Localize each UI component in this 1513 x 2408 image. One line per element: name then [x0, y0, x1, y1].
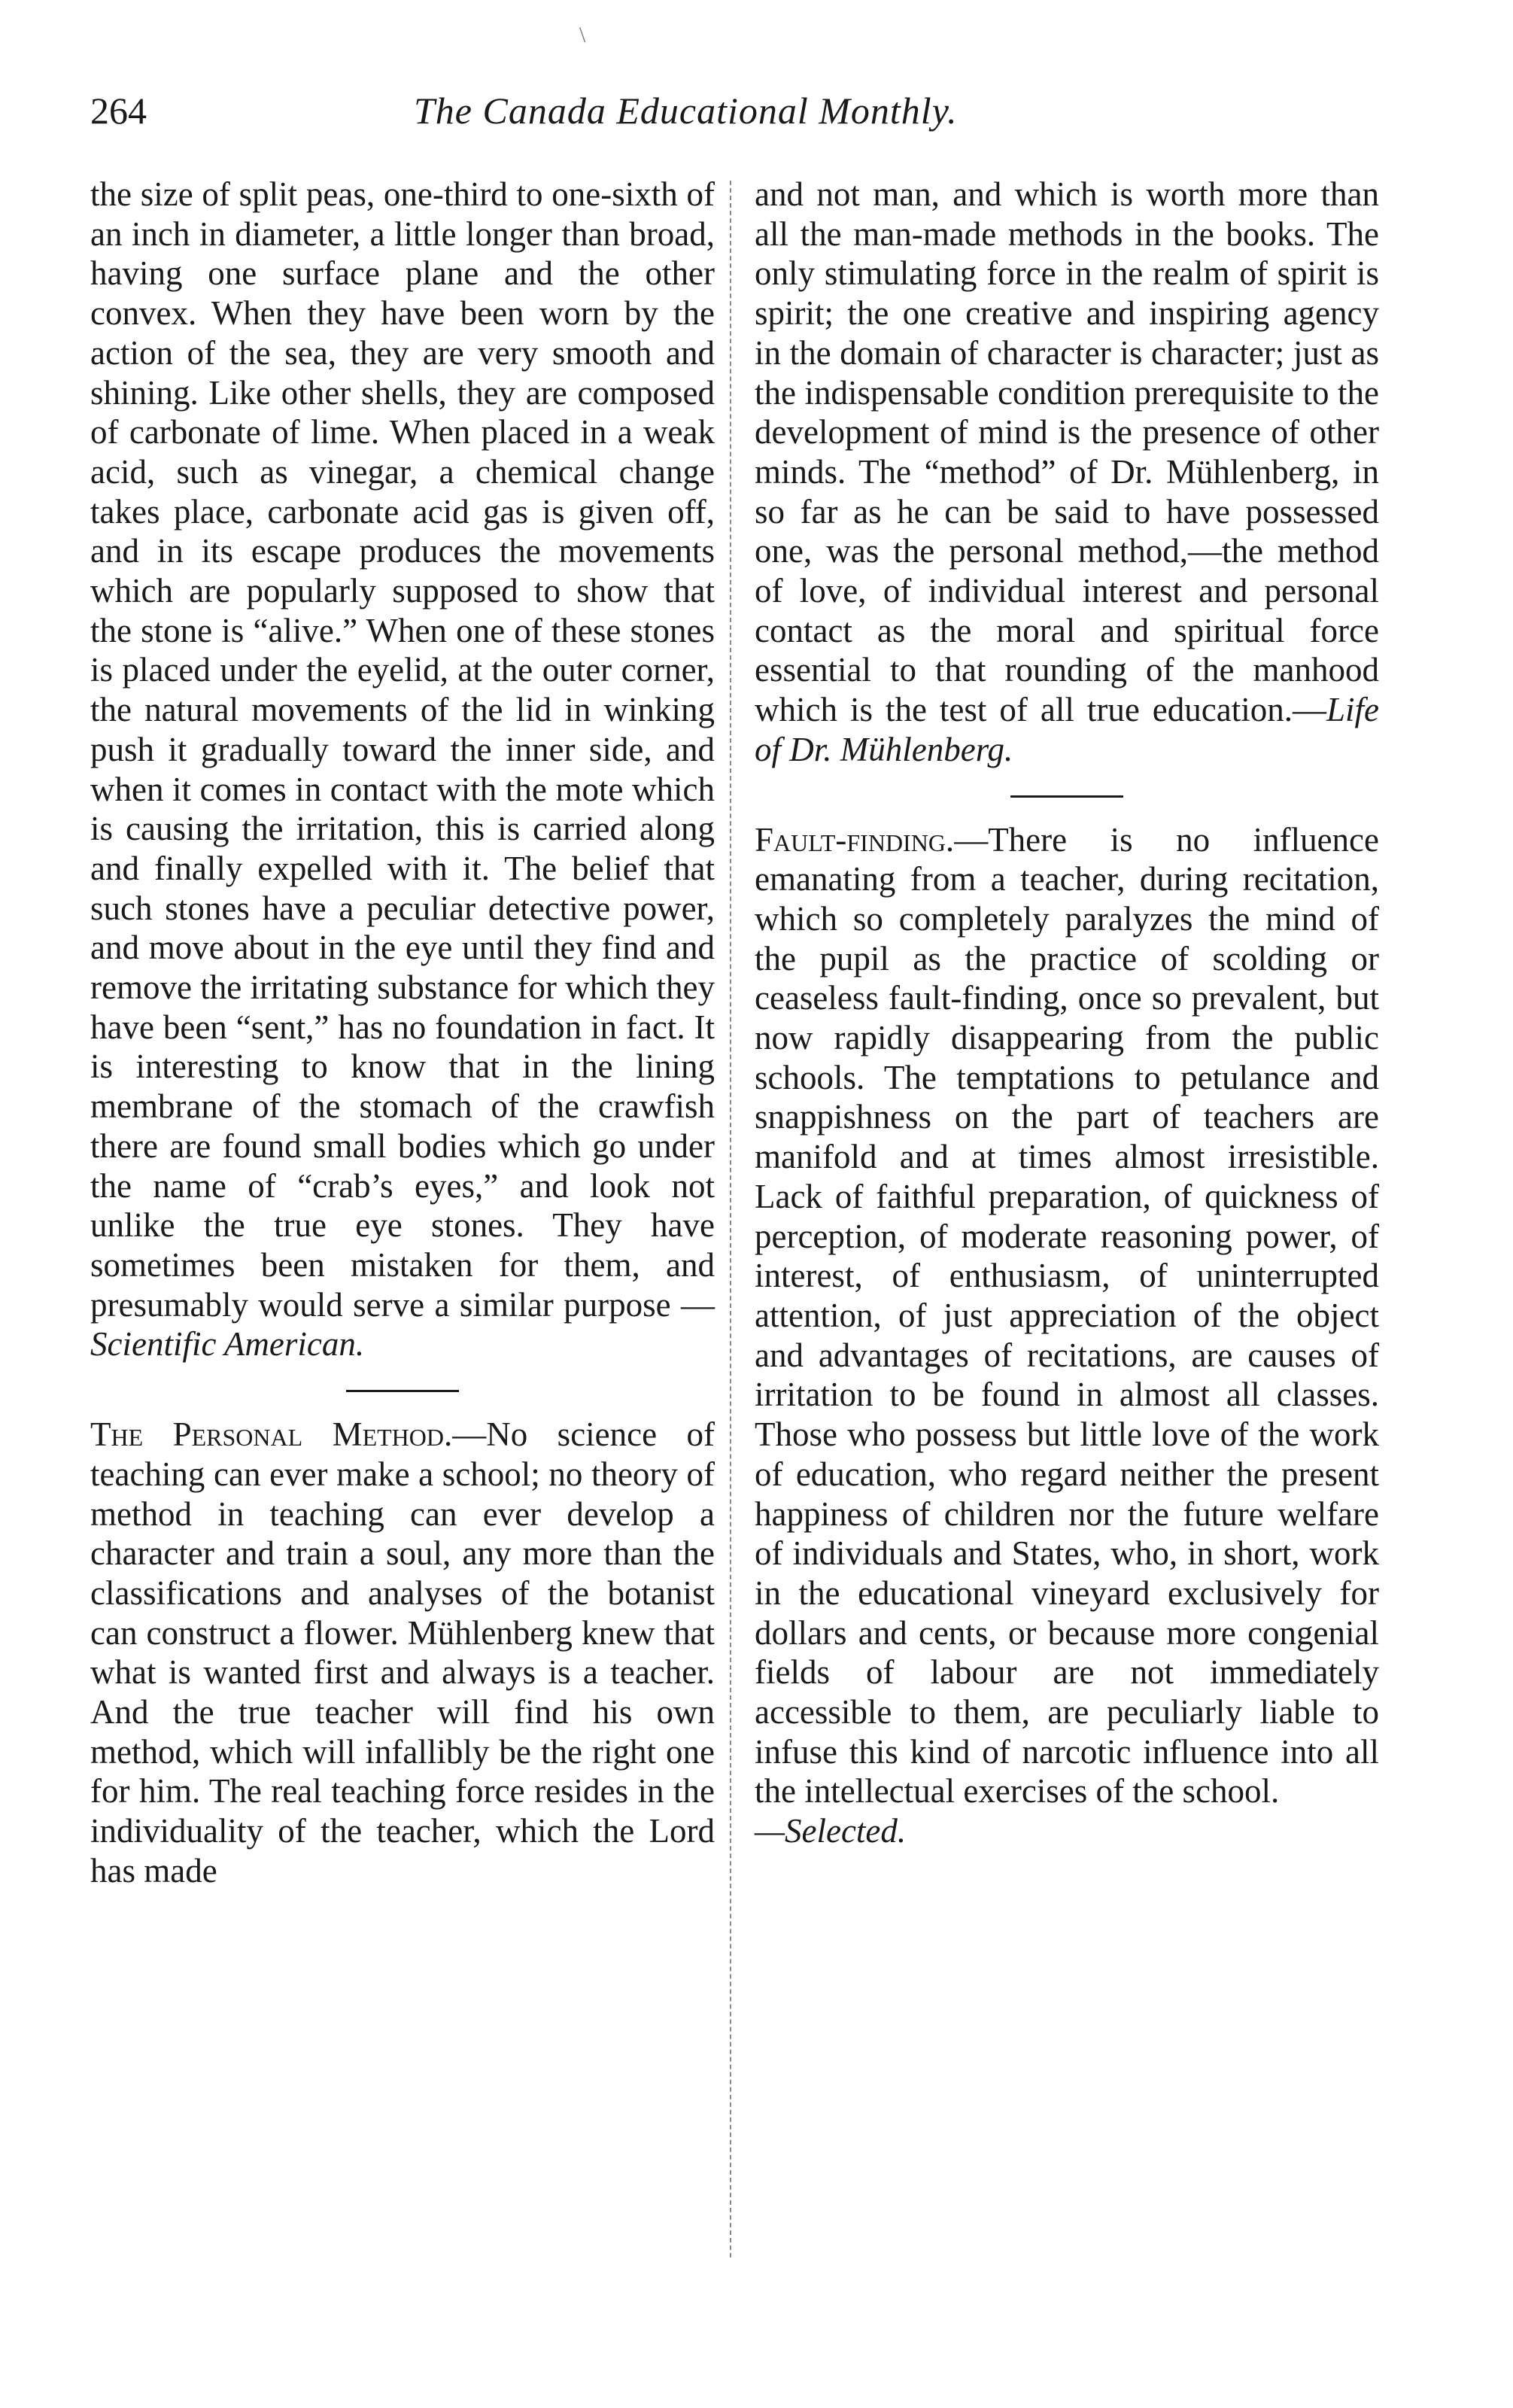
column-divider: [730, 181, 731, 2258]
running-title: The Canada Educational Monthly.: [414, 90, 958, 132]
fault-finding-source: —Selected.: [755, 1812, 907, 1850]
personal-method-heading: The Personal Method.: [90, 1415, 453, 1454]
muhlenberg-text: and not man, and which is worth more than all the man-made methods in the books. The only stimulating force in the realm of spirit is spirit; the one creative and inspiring agency in the domain of character is character; just as the indispensable condition prerequisite to the development of mind is the presence of other minds. The “method” of Dr. Mühlenberg, in so far as he can be said to have possessed one, was the personal method,—the method of love, of individual interest and personal contact as the moral and spiritual force essential to that rounding of the manhood which is the test of all true education.—: [755, 175, 1379, 729]
eye-stones-paragraph: [90, 175, 715, 1364]
page-number: 264: [90, 90, 147, 132]
fault-finding-paragraph: [755, 820, 1379, 1812]
muhlenberg-source: Life of Dr. Mühlenberg.: [755, 691, 1379, 768]
eye-stones-text: the size of split peas, one-third to one-sixth of an inch in diameter, a little longer than broad, having one surface plane and the other convex. When they have been worn by the action of the sea, they are very smooth and shining. Like other shells, they are composed of carbonate of lime. When placed in a weak acid, such as vinegar, a chemical change takes place, carbonate acid gas is given off, and in its escape produces the movements which are popularly supposed to show that the stone is “alive.” When one of these stones is placed under the eyelid, at the outer corner, the natural movements of the lid in winking push it gradually toward the inner side, and when it comes in contact with the mote which is causing the irritation, this is carried along and finally expelled with it. The belief that such stones have a peculiar detective power, and move about in the eye until they find and remove the irritating substance for which they have been “sent,” has no foundation in fact. It is interesting to know that in the lining membrane of the stomach of the crawfish there are found small bodies which go under the name of “crab’s eyes,” and look not unlike the true eye stones. They have sometimes been mistaken for them, and presumably would serve a similar purpose —: [90, 175, 715, 1324]
fault-finding-heading: Fault-finding.: [755, 820, 955, 859]
fault-finding-source-line: [755, 1811, 1379, 1851]
section-rule: [346, 1390, 459, 1392]
eye-stones-source: Scientific American.: [90, 1325, 365, 1364]
scan-mark: \: [579, 23, 586, 47]
section-rule: [1010, 795, 1123, 798]
personal-method-paragraph: [90, 1415, 715, 1890]
page-header: [90, 89, 1452, 149]
right-column: [755, 175, 1379, 1851]
personal-method-text: —No science of teaching can ever make a school; no theory of method in teaching can ever develop a character and train a soul, any more than the classifications and analyses of the botanist can construct a flower. Mühlenberg knew that what is wanted first and always is a teacher. And the true teacher will find his own method, which will infallibly be the right one for him. The real teaching force resides in the individuality of the teacher, which the Lord has made: [90, 1415, 715, 1890]
fault-finding-text: —There is no influence emanating from a teacher, during recitation, which so completely paralyzes the mind of the pupil as the practice of scolding or ceaseless fault-finding, once so prevalent, but now rapidly disappearing from the public schools. The temptations to petulance and snappishness on the part of teachers are manifold and at times almost irresistible. Lack of faithful preparation, of quickness of perception, of moderate reasoning power, of interest, of enthusiasm, of uninterrupted attention, of just appreciation of the object and advantages of recitations, are causes of irritation to be found in almost all classes. Those who possess but little love of the work of education, who regard neither the present happiness of children nor the future welfare of individuals and States, who, in short, work in the educational vineyard exclusively for dollars and cents, or because more congenial fields of labour are not immediately accessible to them, are peculiarly liable to infuse this kind of narcotic influence into all the intellectual exercises of the school.: [755, 820, 1379, 1811]
left-column: [90, 175, 715, 1891]
muhlenberg-paragraph: [755, 175, 1379, 770]
